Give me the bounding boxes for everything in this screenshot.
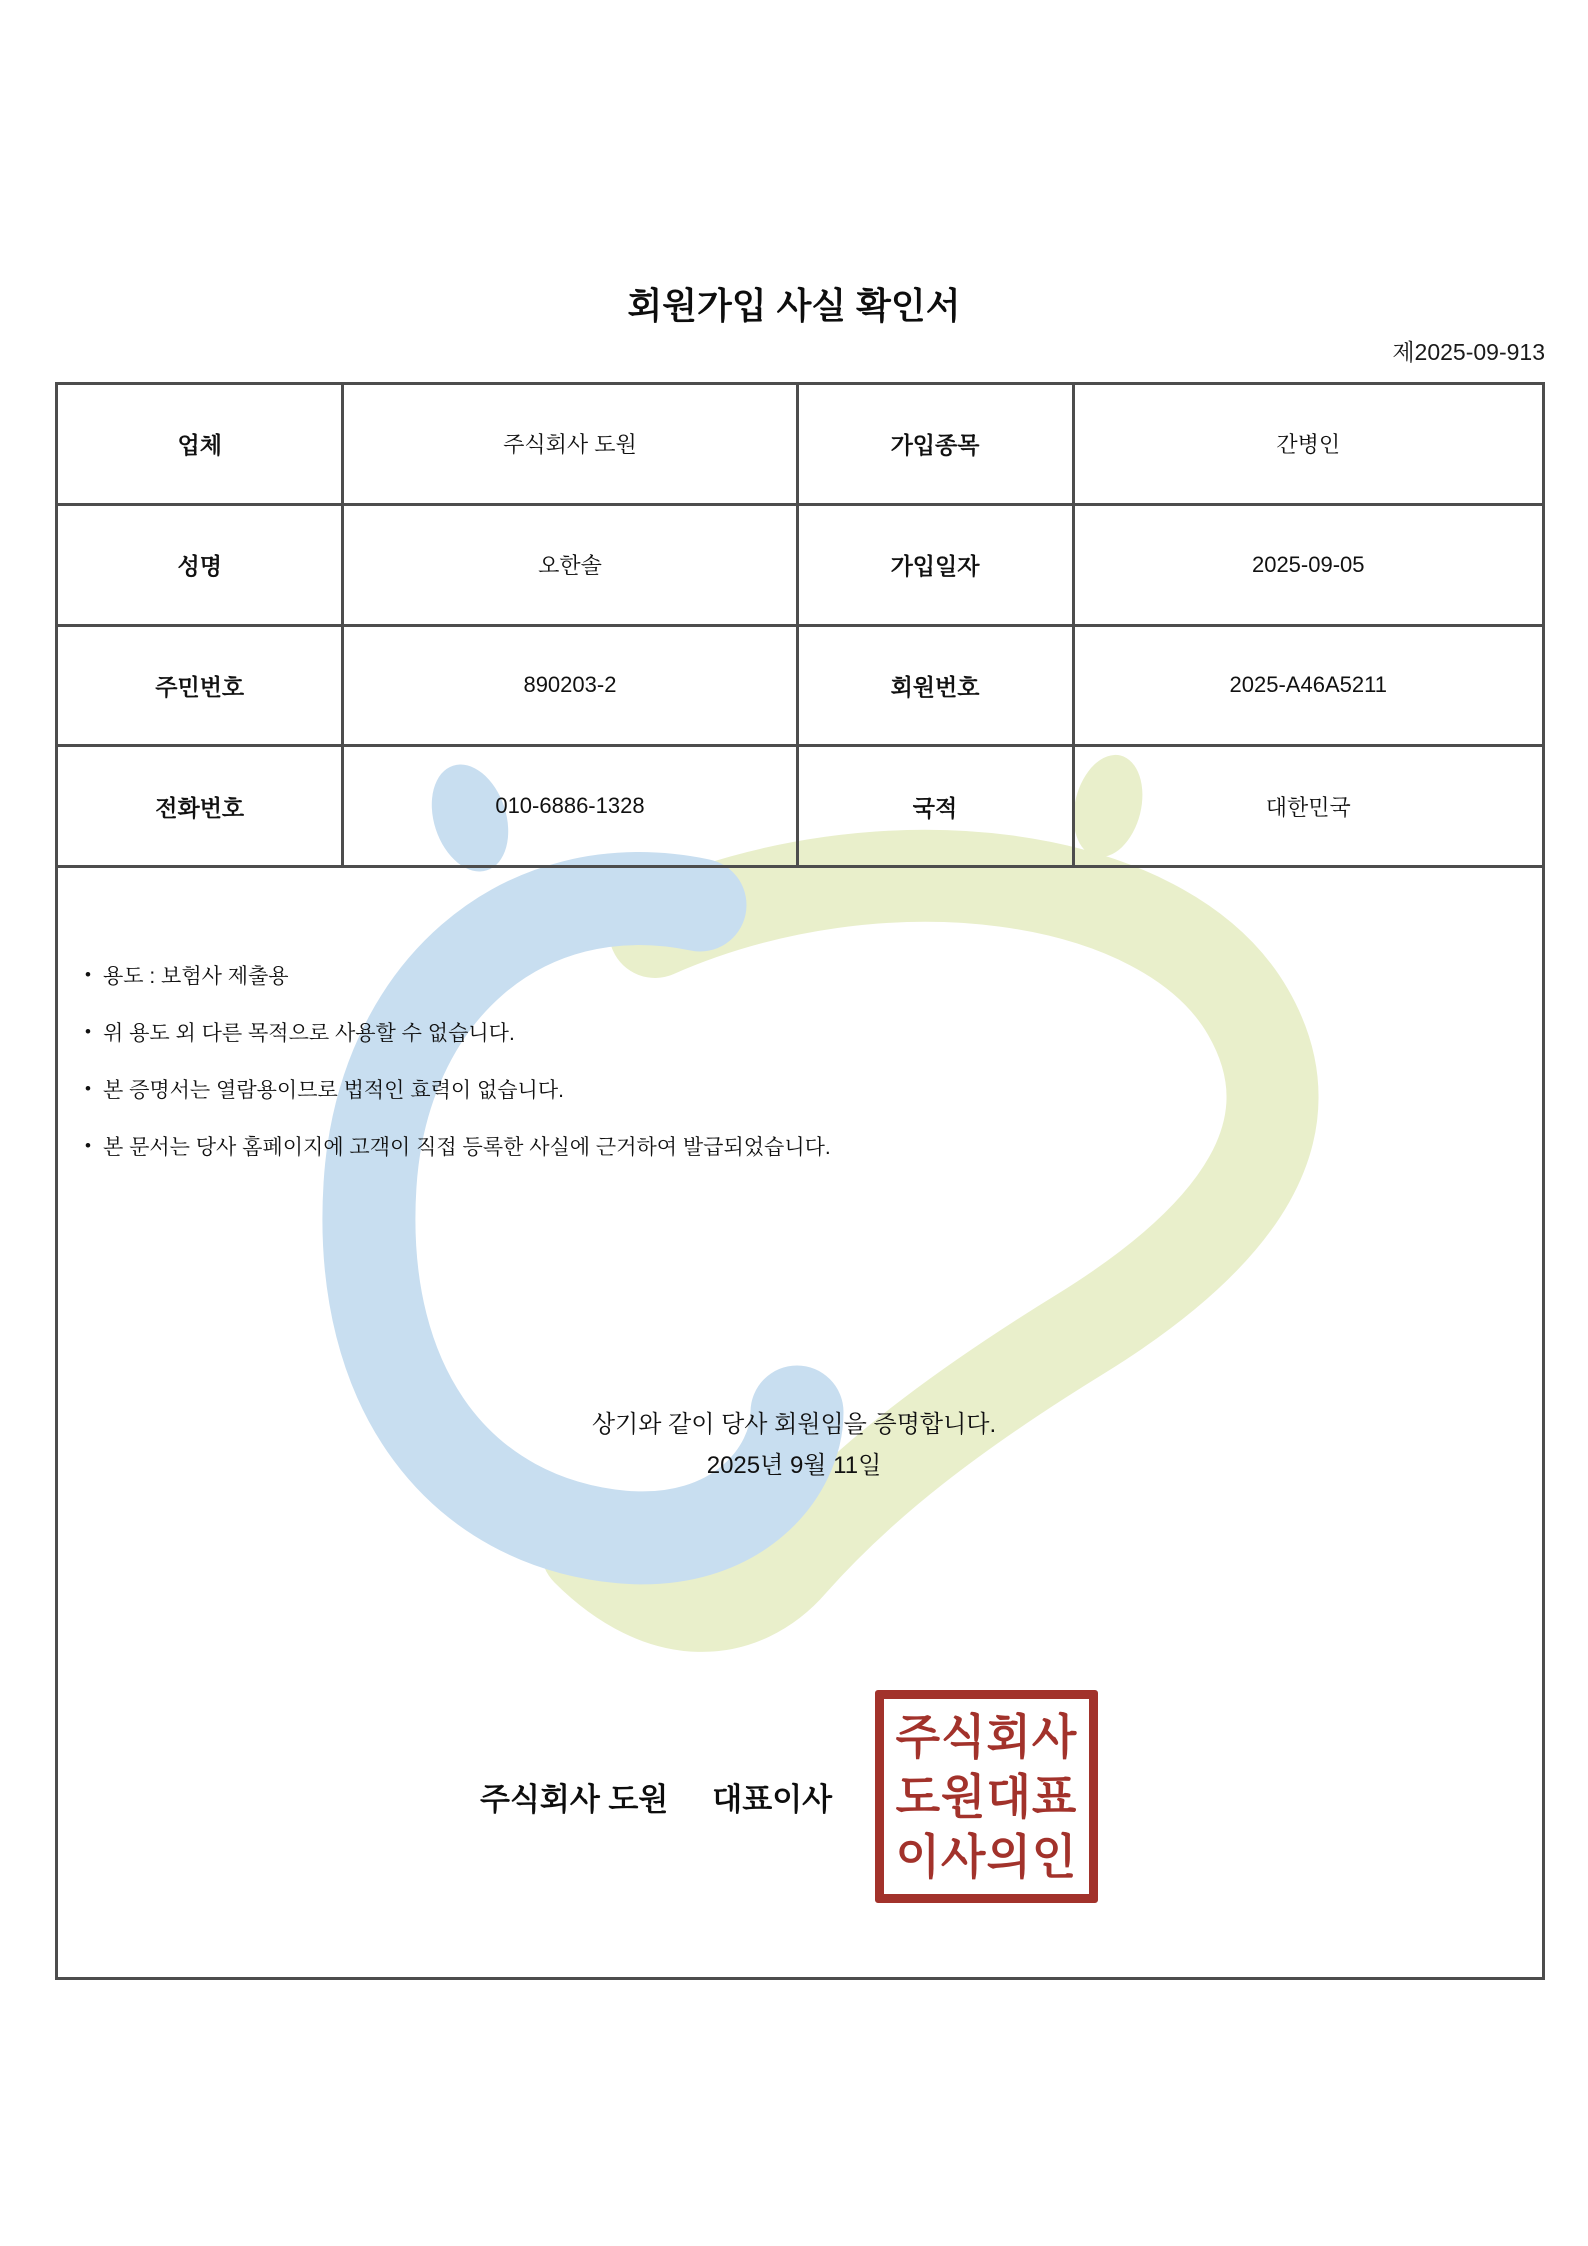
note-text: 본 문서는 당사 홈페이지에 고객이 직접 등록한 사실에 근거하여 발급되었습니다. xyxy=(102,1135,831,1159)
ceo-title: 대표이사 xyxy=(712,1782,833,1817)
note-issuance-basis xyxy=(85,1117,831,1174)
table-value-join-date: 2025-09-05 xyxy=(1075,506,1542,627)
company-signature-line xyxy=(480,1774,832,1819)
table-label-join-date: 가입일자 xyxy=(799,506,1075,627)
corporate-seal-stamp xyxy=(875,1690,1098,1903)
table-label-name: 성명 xyxy=(58,506,344,627)
note-legal-effect xyxy=(85,1060,831,1117)
company-name: 주식회사 도원 xyxy=(480,1782,669,1817)
document-number: 제2025-09-913 xyxy=(1392,339,1545,365)
table-value-phone: 010-6886-1328 xyxy=(344,747,798,868)
table-label-phone: 전화번호 xyxy=(58,747,344,868)
seal-row-1: 주식회사 xyxy=(895,1709,1078,1764)
table-value-nationality: 대한민국 xyxy=(1075,747,1542,868)
note-text: 위 용도 외 다른 목적으로 사용할 수 없습니다. xyxy=(102,1021,515,1045)
statement-date: 2025년 9월 11일 xyxy=(706,1452,882,1479)
table-value-membership-type: 간병인 xyxy=(1075,385,1542,506)
table-label-resident-number: 주민번호 xyxy=(58,627,344,748)
table-value-name: 오한솔 xyxy=(344,506,798,627)
table-value-resident-number: 890203-2 xyxy=(344,627,798,748)
seal-row-3: 이사의인 xyxy=(895,1829,1078,1884)
bullet-icon: • xyxy=(85,1135,91,1155)
bullet-icon: • xyxy=(85,1078,91,1098)
note-purpose xyxy=(85,946,831,1003)
note-text: 용도 : 보험사 제출용 xyxy=(102,964,289,988)
table-value-member-number: 2025-A46A5211 xyxy=(1075,627,1542,748)
statement-line1: 상기와 같이 당사 회원임을 증명합니다. xyxy=(591,1411,997,1438)
table-label-member-number: 회원번호 xyxy=(799,627,1075,748)
table-value-company: 주식회사 도원 xyxy=(344,385,798,506)
note-usage-restriction xyxy=(85,1003,831,1060)
member-info-table xyxy=(58,385,1542,868)
table-label-nationality: 국적 xyxy=(799,747,1075,868)
note-text: 본 증명서는 열람용이므로 법적인 효력이 없습니다. xyxy=(102,1078,564,1102)
page-title: 회원가입 사실 확인서 xyxy=(627,285,961,326)
bullet-icon: • xyxy=(85,964,91,984)
certification-statement xyxy=(0,1404,1588,1486)
table-label-membership-type: 가입종목 xyxy=(799,385,1075,506)
table-label-company: 업체 xyxy=(58,385,344,506)
bullet-icon: • xyxy=(85,1021,91,1041)
seal-row-2: 도원대표 xyxy=(895,1769,1078,1824)
disclaimer-notes xyxy=(85,946,831,1174)
